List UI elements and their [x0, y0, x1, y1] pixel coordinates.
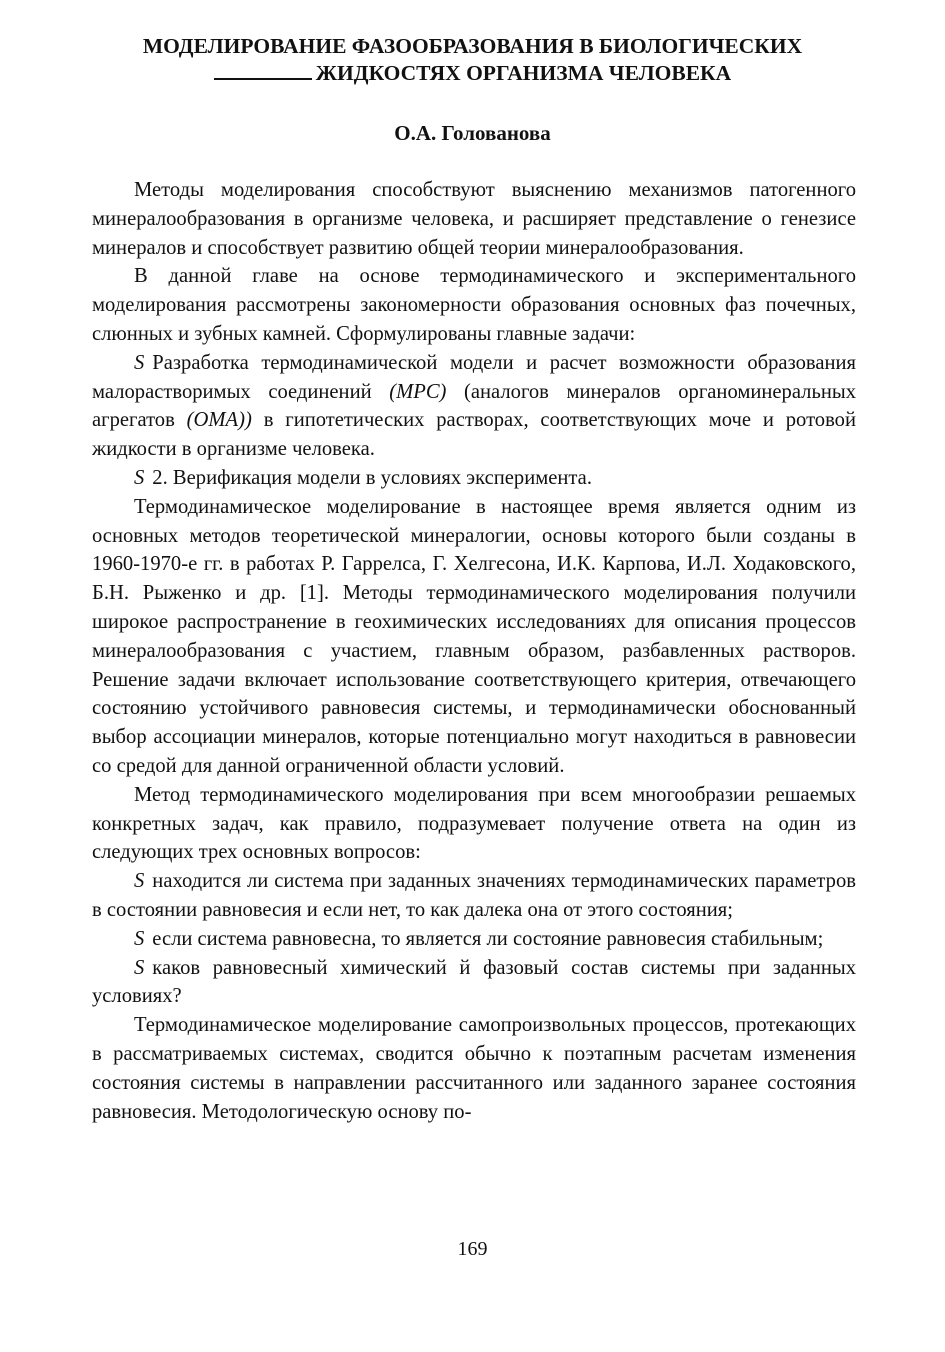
page-number: 169: [457, 1238, 488, 1260]
chapter-title-line-2: ЖИДКОСТЯХ ОРГАНИЗМА ЧЕЛОВЕКА: [315, 61, 732, 85]
bullet-mark: S: [134, 351, 145, 374]
bullet-item-1-text-c: в гипотетических растворах, соответствующих моче и ротовой жидкости в организме человека.: [92, 409, 856, 461]
bullet-item-3-text: находится ли система при заданных значениях термодинамических параметров в состоянии равновесия и если нет, то как далека она от этого состояния;: [92, 870, 856, 921]
abbr-oma: (ОМА)): [186, 409, 252, 432]
bullet-item-2-text: 2. Верификация модели в условиях эксперимента.: [152, 466, 592, 489]
bullet-mark: S: [134, 956, 145, 979]
bullet-item-1-text-a: Разработка термодинамической модели и расчет возможности образования малорастворимых соединений: [92, 351, 856, 403]
bullet-mark: S: [134, 927, 145, 950]
bullet-item-1-text-b: (аналогов минералов органоминеральных агрегатов: [92, 380, 857, 432]
bullet-item-2: [92, 464, 856, 493]
bullet-item-1: [92, 349, 856, 464]
chapter-title-line-2-wrap: [90, 60, 855, 87]
chapter-title-line-1: МОДЕЛИРОВАНИЕ ФАЗООБРАЗОВАНИЯ В БИОЛОГИЧЕСКИХ: [142, 34, 803, 58]
bullet-item-3: [92, 867, 856, 925]
author-name: О.А. Голованова: [394, 121, 551, 145]
chapter-title: [90, 33, 855, 87]
paragraph-1: Методы моделирования способствуют выяснению механизмов патогенного минералообразования в организме человека, и расширяет представление о генезисе минералов и способствует развитию общей теории минералообразования.: [92, 179, 856, 259]
paragraph-2: В данной главе на основе термодинамического и экспериментального моделирования рассмотрены закономерности образования основных фаз почечных, слюнных и зубных камней. Сформулированы главные задачи:: [92, 265, 856, 345]
bullet-mark: S: [134, 466, 145, 489]
paragraph-3: Термодинамическое моделирование в настоящее время является одним из основных методов теоретической минералогии, основы которого были созданы в 1960-1970-е гг. в работах Р. Гаррелса, Г. Хелгесона, И.К. Карпова, И.Л. Ходаковского, Б.Н. Рыженко и др. [1]. Методы термодинамического моделирования получили широкое распространение в геохимических исследованиях для описания процессов минералообразования с участием, главным образом, разбавленных растворов. Решение задачи включает использование соответствующего критерия, отвечающего состоянию устойчивого равновесия системы, и термодинамически обоснованный выбор ассоциации минералов, которые потенциально могут находиться в равновесии со средой для данной ограниченной области условий.: [92, 495, 856, 777]
bullet-item-4-text: если система равновесна, то является ли состояние равновесия стабильным;: [152, 927, 824, 950]
abbr-mrs: (МРС): [389, 380, 447, 403]
title-underline-mark: [214, 60, 312, 80]
bullet-item-5: [92, 954, 856, 1012]
bullet-mark: S: [134, 870, 145, 893]
paragraph-5: Термодинамическое моделирование самопроизвольных процессов, протекающих в рассматриваемых системах, сводится обычно к поэтапным расчетам изменения состояния системы в направлении рассчитанного или заданного заранее состояния равновесия. Методологическую основу по-: [92, 1014, 856, 1123]
paragraph-4: Метод термодинамического моделирования при всем многообразии решаемых конкретных задач, как правило, подразумевает получение ответа на один из следующих трех основных вопросов:: [92, 783, 856, 864]
bullet-item-4: [92, 925, 856, 954]
bullet-item-5-text: каков равновесный химический й фазовый состав системы при заданных условиях?: [92, 956, 856, 1008]
body-text: [92, 176, 856, 1126]
